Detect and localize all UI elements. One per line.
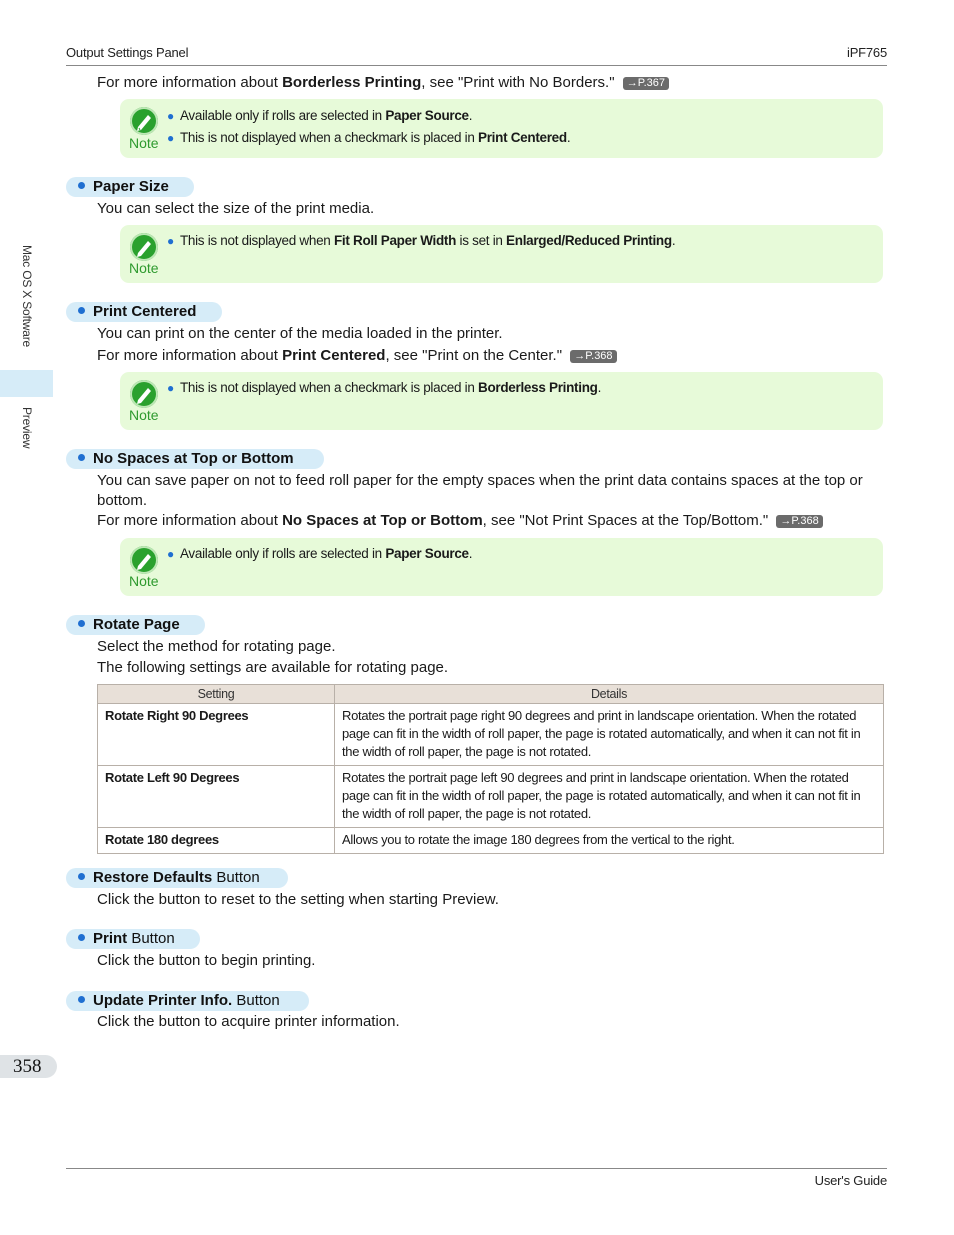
no-spaces-description: You can save paper on not to feed roll paper for the empty spaces when the print data contains spaces at the top or bottom.: [97, 472, 863, 509]
running-header-model: iPF765: [847, 45, 887, 60]
rotate-settings-table: [97, 684, 884, 854]
section-heading-rotate-page: Rotate Page: [66, 615, 205, 635]
setting-cell: Rotate Right 90 Degrees: [98, 704, 335, 766]
details-cell: Rotates the portrait page left 90 degrees and print in landscape orientation. When the rotated page can fit in the width of roll paper, the page is rotated automatically, and when it can not fit in the width of roll paper, the page is not rotated.: [335, 766, 884, 828]
print-centered-description: You can print on the center of the media loaded in the printer.: [97, 325, 503, 342]
bullet-icon: [78, 996, 85, 1003]
note-item: ● This is not displayed when Fit Roll Paper Width is set in Enlarged/Reduced Printing.: [167, 233, 676, 248]
table-row: [98, 766, 884, 828]
setting-cell: Rotate Left 90 Degrees: [98, 766, 335, 828]
note-box: [120, 225, 883, 283]
bullet-icon: [78, 182, 85, 189]
print-button-description: Click the button to begin printing.: [97, 952, 316, 969]
note-label: Note: [129, 573, 159, 589]
note-box: [120, 372, 883, 430]
restore-defaults-description: Click the button to reset to the setting when starting Preview.: [97, 891, 499, 908]
note-pencil-icon: [130, 107, 158, 135]
sidebar-subsection-label: Preview: [20, 407, 34, 449]
setting-cell: Rotate 180 degrees: [98, 828, 335, 854]
sidebar-chapter-label: Mac OS X Software: [20, 245, 34, 347]
note-label: Note: [129, 135, 159, 151]
paper-size-description: You can select the size of the print media.: [97, 200, 375, 217]
table-row: [98, 704, 884, 766]
section-heading-paper-size: Paper Size: [66, 177, 194, 197]
column-header-details: Details: [335, 685, 884, 704]
rotate-page-table-intro: The following settings are available for rotating page.: [97, 659, 449, 676]
note-pencil-icon: [130, 380, 158, 408]
note-box: [120, 538, 883, 596]
bullet-icon: [78, 454, 85, 461]
note-item: ● This is not displayed when a checkmark is placed in Borderless Printing.: [167, 380, 602, 395]
section-heading-restore-defaults: Restore Defaults Button: [66, 868, 288, 888]
note-item: ● Available only if rolls are selected in Paper Source.: [167, 546, 473, 561]
header-rule: [66, 65, 887, 66]
bullet-icon: [78, 620, 85, 627]
bullet-icon: [78, 307, 85, 314]
section-heading-print-button: Print Button: [66, 929, 200, 949]
update-printer-info-description: Click the button to acquire printer information.: [97, 1013, 400, 1030]
xref-link[interactable]: →P.367: [623, 77, 669, 90]
section-heading-no-spaces: No Spaces at Top or Bottom: [66, 449, 324, 469]
note-pencil-icon: [130, 233, 158, 261]
note-item: ● This is not displayed when a checkmark is placed in Print Centered.: [167, 130, 571, 145]
footer-guide-title: User's Guide: [814, 1173, 887, 1188]
footer-rule: [66, 1168, 887, 1169]
intro-paragraph: For more information about Borderless Printing, see "Print with No Borders." →P.367: [97, 73, 887, 93]
running-header-section: Output Settings Panel: [66, 45, 189, 60]
table-header-row: [98, 685, 884, 704]
sidebar-section-tab: [0, 370, 53, 397]
xref-link[interactable]: →P.368: [570, 350, 616, 363]
details-cell: Allows you to rotate the image 180 degrees from the vertical to the right.: [335, 828, 884, 854]
rotate-page-description: Select the method for rotating page.: [97, 638, 336, 655]
xref-link[interactable]: →P.368: [776, 515, 822, 528]
column-header-setting: Setting: [98, 685, 335, 704]
note-label: Note: [129, 260, 159, 276]
print-centered-more-info: For more information about Print Centered, see "Print on the Center." →P.368: [97, 346, 887, 366]
bullet-icon: [78, 934, 85, 941]
note-item: ● Available only if rolls are selected in Paper Source.: [167, 108, 473, 123]
details-cell: Rotates the portrait page right 90 degrees and print in landscape orientation. When the rotated page can fit in the width of roll paper, the page is rotated automatically, and when it can not fit in the width of roll paper, the page is not rotated.: [335, 704, 884, 766]
table-row: [98, 828, 884, 854]
note-box: [120, 99, 883, 158]
note-pencil-icon: [130, 546, 158, 574]
note-label: Note: [129, 407, 159, 423]
section-heading-print-centered: Print Centered: [66, 302, 222, 322]
bullet-icon: [78, 873, 85, 880]
page-number: 358: [0, 1055, 57, 1078]
section-heading-update-printer-info: Update Printer Info. Button: [66, 991, 309, 1011]
no-spaces-more-info: For more information about No Spaces at Top or Bottom, see "Not Print Spaces at the Top/Bottom." →P.368: [97, 511, 887, 531]
